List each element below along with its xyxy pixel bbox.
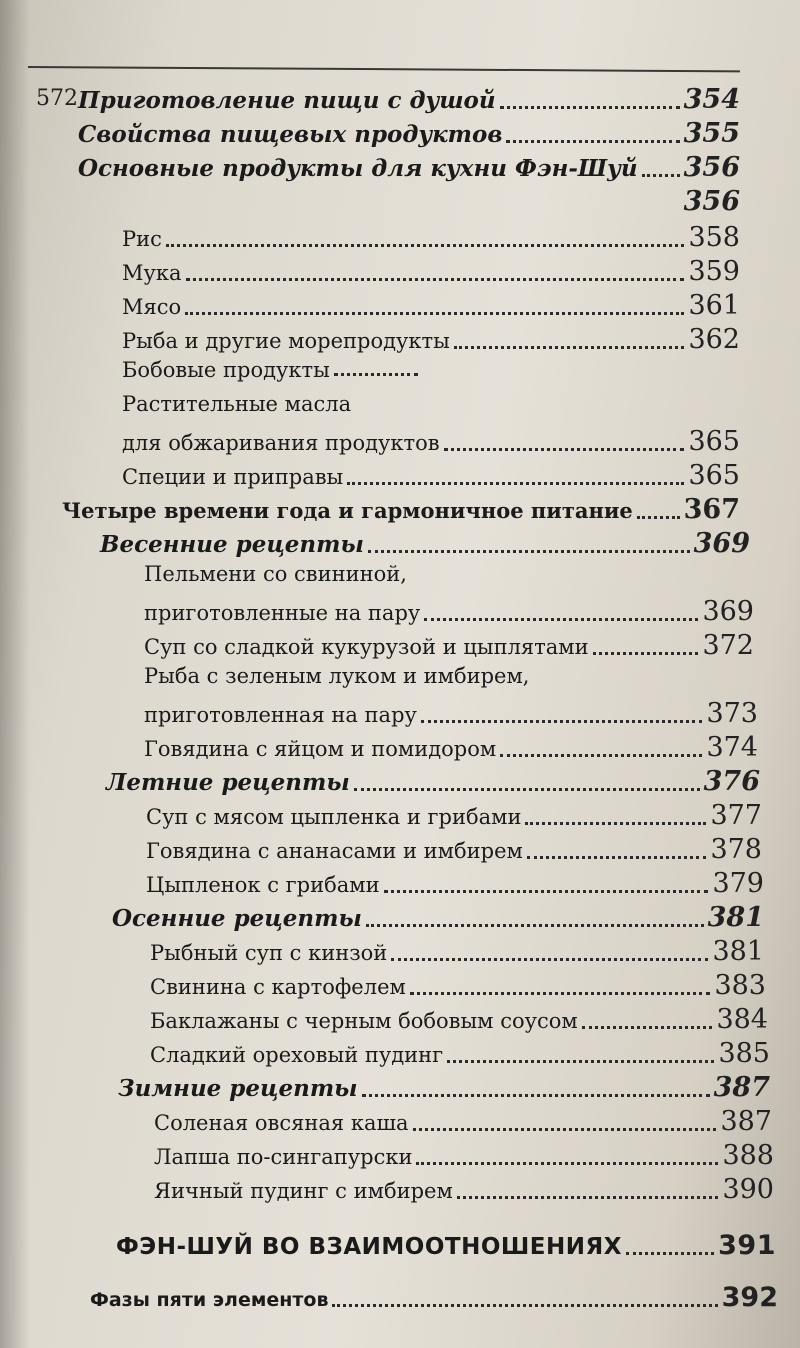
toc-entry-page: 381 [707,902,764,933]
toc-entry [122,426,740,457]
leader-dots [185,312,684,315]
leader-dots [637,516,680,519]
toc-entry-title: Суп с мясом цыпленка и грибами [146,805,522,829]
toc-entry-title: Мясо [122,295,182,319]
leader-dots [444,448,685,451]
toc-section-heading [116,1230,776,1261]
leader-dots [413,1128,717,1131]
toc-entry-title: Свинина с картофелем [150,975,406,999]
leader-dots [368,550,690,553]
toc-entry-page: 355 [683,118,740,149]
toc-entry [154,1174,774,1205]
toc-entry-page: 354 [683,84,740,115]
leader-dots [362,1094,710,1097]
toc-entry-page: 387 [720,1106,772,1137]
leader-dots [582,1026,713,1029]
toc-entry [144,732,758,763]
toc-entry-page: 385 [718,1038,770,1069]
toc-entry [154,1106,772,1137]
toc-entry [78,186,740,217]
toc-entry [118,1072,770,1103]
toc-entry-title: Суп со сладкой кукурузой и цыплятами [144,635,589,659]
toc-entry [150,936,764,967]
toc-entry-title: Фазы пяти элементов [90,1289,329,1311]
toc-entry-title: Четыре времени года и гармоничное питание [62,498,633,523]
toc-entry-title: Специи и приправы [122,465,344,489]
toc-entry-page: 377 [710,800,762,831]
toc-entry-page: 388 [722,1140,774,1171]
leader-dots [593,652,699,655]
toc-entry-title: Пельмени со свининой, [144,562,407,586]
leader-dots [626,1252,714,1255]
leader-dots [500,106,680,109]
toc-entry [150,1004,768,1035]
leader-dots [410,992,711,995]
toc-entry-title: Баклажаны с черным бобовым соусом [150,1009,578,1033]
toc-entry [144,698,758,729]
toc-entry-title: Цыпленок с грибами [146,873,380,897]
toc-entry-title: приготовленная на пару [144,703,417,727]
toc-entry-title: Рыба и другие морепродукты [122,329,450,353]
toc-entry [78,84,740,115]
toc-entry-title: Рыба с зеленым луком и имбирем, [144,664,530,688]
toc-entry [122,324,740,355]
toc-entry-page: 387 [713,1072,770,1103]
toc-entry-title: Растительные масла [122,392,352,416]
toc-entry-page: 379 [712,868,764,899]
toc-entry-page: 378 [710,834,762,865]
toc-entry-title: Рис [122,227,162,251]
toc-entry-page: 391 [718,1230,776,1261]
toc-entry-title: Соленая овсяная каша [154,1111,409,1135]
leader-dots [527,856,707,859]
toc-entry [112,902,764,933]
toc-entry-title: Зимние рецепты [118,1075,358,1102]
toc-entry-page: 358 [688,222,740,253]
toc-entry [122,358,422,382]
toc-entry [78,152,740,183]
leader-dots [525,822,706,825]
toc-entry-title: для обжаривания продуктов [122,431,440,455]
toc-entry-title: Приготовление пищи с душой [78,87,496,114]
toc-entry-title: Летние рецепты [106,769,350,796]
leader-dots [166,244,685,247]
leader-dots [332,1304,717,1307]
toc-entry [150,1038,770,1069]
toc-entry [122,460,740,491]
toc-entry-page: 390 [722,1174,774,1205]
toc-entry-title: Говядина с яйцом и помидором [144,737,497,761]
toc-entry-page: 392 [721,1282,778,1313]
toc-entry-title: Яичный пудинг с имбирем [154,1179,453,1203]
leader-dots [424,618,698,621]
toc-entry-page: 384 [716,1004,768,1035]
leader-dots [347,482,684,485]
toc-entry [62,494,740,525]
toc-entry-page: 367 [683,494,740,525]
toc-entry-page: 361 [688,290,740,321]
toc-entry-title: Бобовые продукты [122,358,330,382]
toc-entry [122,290,740,321]
toc-entry-page: 365 [688,460,740,491]
leader-dots [186,278,685,281]
toc-entry-page: 376 [703,766,760,797]
toc-entry-page: 362 [688,324,740,355]
toc-entry-page: 374 [706,732,758,763]
leader-dots [447,1060,714,1063]
toc-entry-page: 369 [702,596,754,627]
toc-entry [146,834,762,865]
toc-entry-title: Сладкий ореховый пудинг [150,1043,444,1067]
toc-entry-title: Рыбный суп с кинзой [150,941,388,965]
toc-entry-title: ФЭН-ШУЙ ВО ВЗАИМООТНОШЕНИЯХ [116,1234,622,1260]
toc-entry [106,766,760,797]
toc-entry [146,868,764,899]
leader-dots [366,924,704,927]
toc-entry [154,1140,774,1171]
leader-dots [416,1162,718,1165]
leader-dots [421,720,703,723]
toc-entry-title: Свойства пищевых продуктов [78,121,503,148]
toc-entry [150,970,766,1001]
toc-entry-page: 381 [712,936,764,967]
leader-dots [457,1196,719,1199]
toc-entry [146,800,762,831]
toc-entry-title: Основные продукты для кухни Фэн-Шуй [78,155,638,182]
toc-entry-title: Говядина с ананасами и имбирем [146,839,523,863]
toc-entry-page: 373 [706,698,758,729]
toc-entry [90,1282,778,1313]
toc-entry-page: 356 [683,186,740,217]
toc-entry-title: приготовленные на пару [144,601,421,625]
leader-dots [384,890,709,893]
leader-dots [391,958,708,961]
leader-dots [334,373,418,376]
toc-entry [78,118,740,149]
leader-dots [642,174,680,177]
toc-entry [122,256,740,287]
leader-dots [354,788,700,791]
toc-entry [100,528,750,559]
leader-dots [454,346,685,349]
toc-entry [122,222,740,253]
toc-entry-page: 383 [714,970,766,1001]
toc-entry [144,630,754,661]
toc-entry-page: 372 [702,630,754,661]
toc-entry-page: 365 [688,426,740,457]
toc-entry-title: Весенние рецепты [100,531,364,558]
toc-entry [144,596,754,627]
toc-entry-title: Лапша по-сингапурски [154,1145,413,1169]
leader-dots [500,754,702,757]
toc-entry-title: Осенние рецепты [112,905,362,932]
toc-entry-page: 369 [693,528,750,559]
leader-dots [506,140,679,143]
page-number: 572 [36,86,78,111]
toc-entry-page: 359 [688,256,740,287]
toc-entry-title: Мука [122,261,182,285]
toc-entry-page: 356 [683,152,740,183]
